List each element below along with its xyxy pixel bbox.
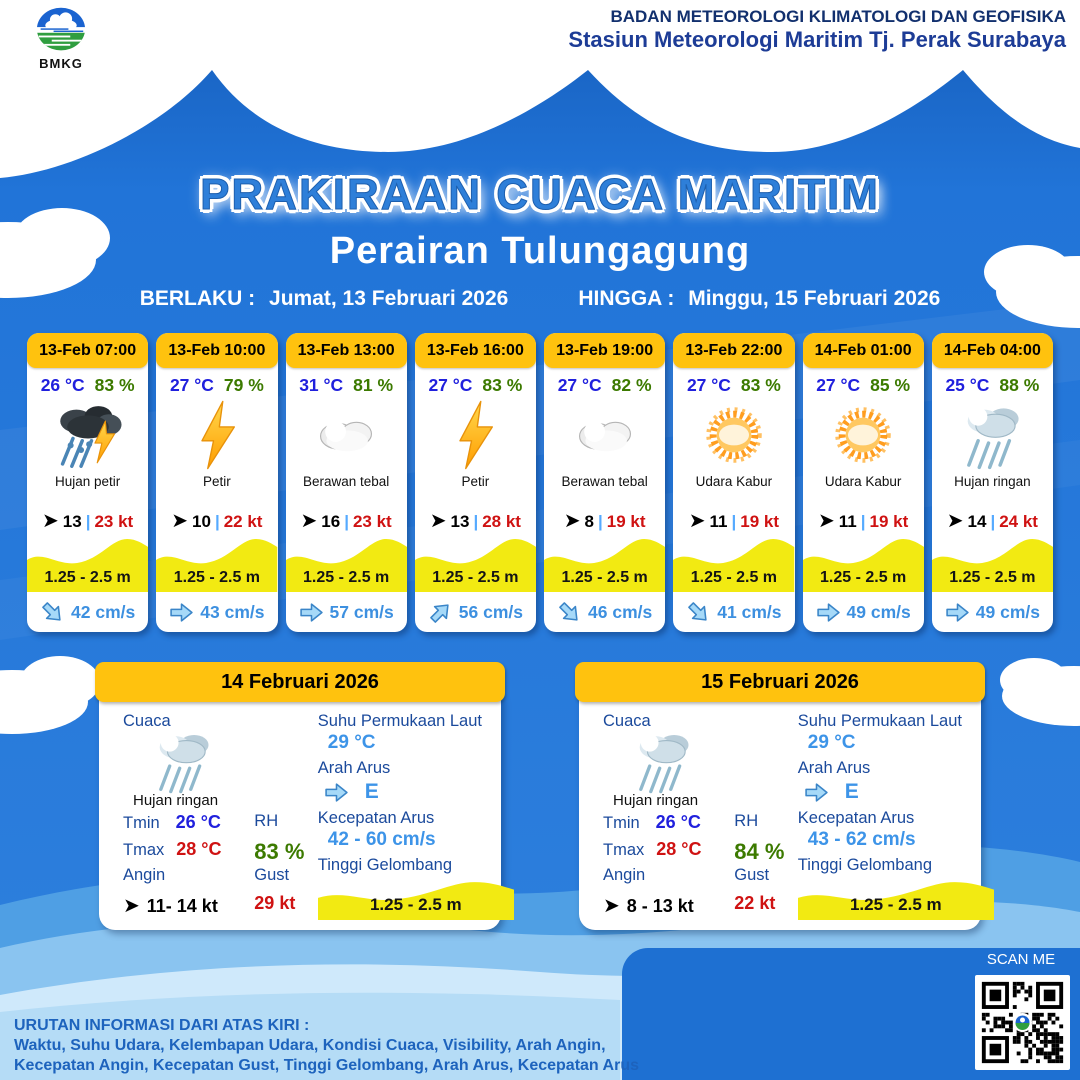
wave-height: 1.25 - 2.5 m [561,569,648,586]
wind-row [415,512,536,532]
wind-label: Angin [603,866,646,884]
daily-card-date: 15 Februari 2026 [575,662,985,702]
qr-code-pattern [978,978,1067,1067]
wind-gust: 19 kt [606,512,646,531]
wind-speed: 16 [321,512,341,531]
temperature-humidity-row [932,368,1053,396]
current-speed: 57 cm/s [329,601,394,622]
weather-condition: Udara Kabur [824,474,902,489]
current-direction-icon [945,602,970,623]
wind-row [544,512,665,532]
wind-row [123,893,240,920]
current-direction-row [804,780,967,804]
weather-icon [286,396,407,474]
wind-speed: 10 [192,512,211,531]
temperature-humidity-row [156,368,277,396]
weather-icon [932,396,1053,474]
hourly-forecast-card [803,333,924,632]
current-speed: 49 cm/s [846,601,911,622]
wind-direction-icon: ➤ [42,510,59,532]
wind-range: 8 - 13 kt [626,896,694,916]
wave-height: 1.25 - 2.5 m [432,569,519,586]
wave-height-band [932,534,1053,592]
wind-separator: | [860,512,866,531]
temperature-humidity-row [673,368,794,396]
relative-humidity: 79 % [223,375,264,395]
current-direction-icon [683,596,716,629]
gust-label: Gust [254,866,290,884]
wind-gust: 23 kt [352,512,392,531]
wave-height: 1.25 - 2.5 m [949,569,1036,586]
current-direction-icon [816,602,841,623]
bmkg-logo [22,5,100,71]
air-temperature: 27 °C [169,375,214,395]
tmin-label: Tmin [123,814,160,832]
temperature-humidity-row [27,368,148,396]
weather-icon [803,396,924,474]
wind-direction-icon: ➤ [123,894,140,917]
daily-card-body [99,696,501,930]
wind-row [673,512,794,532]
current-speed: 46 cm/s [588,601,653,622]
bmkg-logo-icon [33,5,89,55]
current-direction-icon [424,596,457,629]
current-speed-value: 42 - 60 cm/s [327,829,436,850]
hourly-forecast-card [156,333,277,632]
air-temperature: 27 °C [686,375,731,395]
wave-height: 1.25 - 2.5 m [44,569,131,586]
hourly-forecast-card [27,333,148,632]
wind-speed: 13 [62,512,82,531]
wind-direction-icon: ➤ [563,510,581,532]
valid-to-date: Minggu, 15 Februari 2026 [688,287,941,310]
weather-icon [673,396,794,474]
gust-value: 29 kt [254,893,296,913]
wind-direction-icon: ➤ [429,510,447,532]
relative-humidity: 82 % [611,375,652,395]
wind-speed: 11 [709,512,728,531]
current-speed: 56 cm/s [458,601,523,622]
temperature-humidity-row [415,368,536,396]
current-direction-label: Arah Arus [797,759,871,777]
hourly-card-time: 13-Feb 10:00 [156,333,277,368]
gust-label: Gust [734,866,770,884]
valid-from-date: Jumat, 13 Februari 2026 [269,287,509,310]
hourly-card-time: 13-Feb 16:00 [415,333,536,368]
current-speed: 43 cm/s [200,601,265,622]
current-direction-icon [804,782,829,803]
current-speed-value: 43 - 62 cm/s [807,829,916,850]
scan-me-label: SCAN ME [986,951,1056,968]
current-speed: 49 cm/s [975,601,1040,622]
wave-height-band [415,534,536,592]
wind-separator: | [344,512,349,531]
wind-direction-icon: ➤ [603,894,620,917]
current-row [803,592,924,632]
weather-condition: Hujan ringan [613,792,699,809]
current-direction-icon [299,602,324,623]
daily-forecast-card [95,662,505,930]
tmax-label: Tmax [603,841,645,859]
weather-icon [619,725,707,796]
wind-range: 11- 14 kt [146,896,218,916]
air-temperature: 27 °C [816,375,861,395]
rh-value: 83 % [254,839,305,864]
weather-condition: Berawan tebal [561,474,648,489]
weather-label: Cuaca [123,712,171,730]
wave-height: 1.25 - 2.5 m [302,569,390,586]
weather-condition: Hujan ringan [954,474,1031,489]
current-row [932,592,1053,632]
tmax-label: Tmax [123,841,165,859]
valid-from [140,287,509,311]
current-direction-icon [36,596,69,629]
wind-separator: | [731,512,737,531]
weather-condition: Hujan ringan [133,792,219,809]
wind-row [27,512,148,532]
validity-period [0,287,1080,311]
wind-gust: 19 kt [740,512,779,531]
weather-icon [27,396,148,474]
gust-value: 22 kt [734,893,776,913]
hourly-card-time: 13-Feb 07:00 [27,333,148,368]
wave-height: 1.25 - 2.5 m [173,569,261,586]
wind-speed: 11 [838,512,857,531]
valid-to [578,287,940,311]
sst-value: 29 °C [807,732,856,753]
wave-height-value: 1.25 - 2.5 m [369,895,462,914]
wind-row [156,512,277,532]
current-row [27,592,148,632]
air-temperature: 31 °C [299,375,344,395]
weather-condition: Petir [461,474,490,489]
top-header-band [0,0,1080,71]
footer-heading: URUTAN INFORMASI DARI ATAS KIRI : [14,1017,310,1034]
hourly-card-time: 14-Feb 04:00 [932,333,1053,368]
current-speed: 41 cm/s [717,601,782,622]
hourly-card-time: 13-Feb 13:00 [286,333,407,368]
footer-line2: Kecepatan Angin, Kecepatan Gust, Tinggi Gelombang, Arah Arus, Kecepatan Arus [14,1057,640,1074]
air-temperature: 27 °C [557,375,602,395]
wave-height-band [318,878,514,920]
poster-title: PRAKIRAAN CUACA MARITIM [200,170,880,219]
weather-condition: Berawan tebal [302,474,390,489]
sst-label: Suhu Permukaan Laut [317,712,482,730]
tmin-value: 26 °C [175,812,221,832]
wave-height-band [544,534,665,592]
weather-label: Cuaca [603,712,651,730]
footer-legend [14,1016,639,1076]
wind-row [932,512,1053,532]
wave-height-band [803,534,924,592]
temperature-humidity-row [286,368,407,396]
weather-icon [544,396,665,474]
current-direction-value: E [364,780,379,803]
wind-gust: 24 kt [999,512,1038,531]
wave-height-label: Tinggi Gelombang [317,856,453,874]
relative-humidity: 83 % [482,375,523,395]
weather-icon [139,725,227,796]
area-title: Perairan Tulungagung [329,230,751,272]
air-temperature: 27 °C [428,375,473,395]
hourly-forecast-card [673,333,794,632]
wind-row [286,512,407,532]
wind-direction-icon: ➤ [688,510,706,532]
tmin-label: Tmin [603,814,640,832]
wave-height-band [798,878,994,920]
valid-to-label: HINGGA : [578,287,675,310]
wave-height: 1.25 - 2.5 m [819,569,907,586]
temperature-humidity-row [544,368,665,396]
hourly-forecast-card [415,333,536,632]
wave-height-label: Tinggi Gelombang [797,856,933,874]
current-direction-icon [324,782,349,803]
weather-icon [415,396,536,474]
wind-row [803,512,924,532]
daily-forecast-card [575,662,985,930]
daily-cards-row [0,662,1080,930]
wind-separator: | [473,512,479,531]
wind-direction-icon: ➤ [817,510,835,532]
rh-label: RH [734,812,759,830]
current-row [673,592,794,632]
sst-value: 29 °C [327,732,376,753]
agency-name: BADAN METEOROLOGI KLIMATOLOGI DAN GEOFISIKA [610,7,1066,26]
wind-separator: | [990,512,996,531]
hourly-forecast-card [544,333,665,632]
hourly-forecast-card [932,333,1053,632]
wind-direction-icon: ➤ [946,510,964,532]
relative-humidity: 88 % [999,375,1040,395]
hourly-card-time: 14-Feb 01:00 [803,333,924,368]
wind-direction-icon: ➤ [171,510,189,532]
rh-label: RH [254,812,279,830]
footer-line1: Waktu, Suhu Udara, Kelembapan Udara, Kondisi Cuaca, Visibility, Arah Angin, [14,1037,606,1054]
wave-height-band [286,534,407,592]
wind-speed: 8 [584,512,594,531]
wind-separator: | [85,512,91,531]
wind-gust: 23 kt [94,512,134,531]
station-name: Stasiun Meteorologi Maritim Tj. Perak Surabaya [568,26,1066,52]
current-speed: 42 cm/s [71,601,136,622]
wind-label: Angin [123,866,166,884]
relative-humidity: 81 % [353,375,394,395]
bmkg-logo-label: BMKG [39,56,83,71]
hourly-cards-row [27,333,1053,632]
air-temperature: 25 °C [945,375,990,395]
current-direction-icon [169,602,194,623]
current-speed-label: Kecepatan Arus [317,809,435,827]
wind-speed: 13 [450,512,470,531]
tmax-value: 28 °C [656,839,702,859]
wave-height-band [156,534,277,592]
hourly-forecast-card [286,333,407,632]
wind-separator: | [214,512,220,531]
qr-code [975,975,1070,1070]
current-direction-icon [553,596,586,629]
wave-height: 1.25 - 2.5 m [690,569,778,586]
current-row [544,592,665,632]
current-row [156,592,277,632]
relative-humidity: 83 % [94,375,135,395]
current-direction-row [324,780,487,804]
current-speed-label: Kecepatan Arus [797,809,915,827]
air-temperature: 26 °C [40,375,85,395]
weather-condition: Petir [202,474,231,489]
temperature-humidity-row [803,368,924,396]
wind-gust: 28 kt [482,512,521,531]
wave-height-band [27,534,148,592]
agency-header [568,7,1066,52]
current-row [415,592,536,632]
wind-direction-icon: ➤ [300,510,318,532]
weather-condition: Udara Kabur [695,474,773,489]
wind-row [603,893,720,920]
weather-icon [156,396,277,474]
sst-label: Suhu Permukaan Laut [797,712,962,730]
wind-separator: | [597,512,603,531]
tmax-value: 28 °C [176,839,222,859]
hourly-card-time: 13-Feb 22:00 [673,333,794,368]
tmin-value: 26 °C [655,812,701,832]
wind-gust: 19 kt [869,512,909,531]
wind-gust: 22 kt [223,512,263,531]
relative-humidity: 83 % [740,375,781,395]
hourly-card-time: 13-Feb 19:00 [544,333,665,368]
daily-card-body [579,696,981,930]
wave-height-band [673,534,794,592]
current-direction-label: Arah Arus [317,759,391,777]
wind-speed: 14 [967,512,987,531]
relative-humidity: 85 % [870,375,911,395]
rh-value: 84 % [734,839,785,864]
current-row [286,592,407,632]
current-direction-value: E [844,780,859,803]
weather-condition: Hujan petir [54,474,121,489]
wave-height-value: 1.25 - 2.5 m [849,895,942,914]
daily-card-date: 14 Februari 2026 [95,662,505,702]
valid-from-label: BERLAKU : [139,287,256,310]
